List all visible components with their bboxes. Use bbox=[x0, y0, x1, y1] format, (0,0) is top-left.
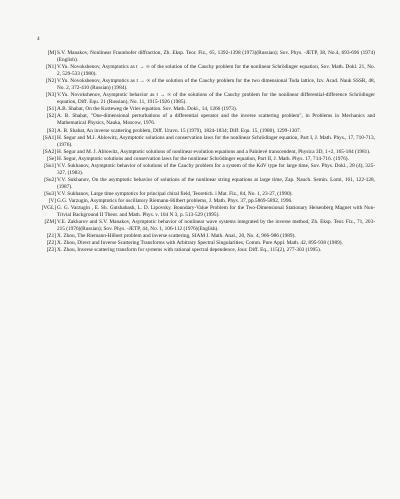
reference-text: S.V. Manakov, Nonlinear Fraunhofer diffraction, Zh. Eksp. Teor. Fiz., 65, 1392-1398 (1973)(Russian); Sov. Phys. -JETP, 38, No.4, 693-696 (1974)(English). bbox=[57, 50, 375, 64]
reference-label: [VGL] bbox=[41, 205, 56, 212]
page-number: 4 bbox=[37, 36, 40, 42]
reference-text: H. Segur, Asymptotic solutions and conservation laws for the nonlinear Schrödinger equation, Part II, J. Math. Phys. 17, 714-716. (1976). bbox=[57, 155, 349, 162]
reference-label: [V] bbox=[48, 197, 56, 204]
reference-entry bbox=[35, 205, 375, 219]
reference-text: X. Zhou, Direct and Inverse Scattering Transforms with Arbitrary Spectral Singularities, Comm. Pure Appl. Math. 42, 895-938 (1989). bbox=[57, 240, 343, 247]
reference-entry bbox=[35, 219, 375, 233]
reference-label: [SA1] bbox=[43, 134, 56, 141]
reference-entry bbox=[35, 163, 375, 177]
reference-text: X. Zhou, Inverse scattering transform for systems with rational spectral dependence, Jour. Diff. Eq., 115(2), 277-303 (1995). bbox=[57, 247, 322, 254]
reference-text: H. Segur and M. J. Ablowitz, Asymptotic solutions of nonlinear evolution equations and a Painlevé transcendent, Physica 3D, 1+2, 165-184 (1981). bbox=[57, 148, 371, 155]
reference-entry bbox=[35, 191, 375, 198]
reference-text: G.G. Varzugin, Asymptotics for oscillatory Riemann-Hilbert problems, J. Math. Phys. 37, pp.5869-5892, 1996. bbox=[57, 197, 293, 204]
reference-label: [Z1] bbox=[46, 233, 56, 240]
reference-label: [M] bbox=[47, 50, 56, 56]
reference-text: A. B. Shabat, An inverse scattering problem, Diff. Uravn. 15 (1979), 1824-1834; Diff. Equ. 15, (1980), 1299-1307. bbox=[57, 127, 302, 134]
reference-entry bbox=[35, 113, 375, 127]
reference-text: A. B. Shabat, "One-dimensional perturbations of a differential operator and the inverse scattering problem", in Problems in Mechanics and Mathematical Physics, Nauka, Moscow, 1976. bbox=[57, 113, 375, 127]
reference-label: [S2] bbox=[46, 113, 56, 120]
reference-entry bbox=[35, 50, 375, 64]
reference-label: [N3] bbox=[45, 92, 56, 99]
reference-label: [Z2] bbox=[46, 240, 56, 247]
reference-entry bbox=[35, 128, 375, 135]
reference-entry bbox=[35, 78, 375, 92]
reference-label: [S1] bbox=[46, 106, 56, 113]
reference-label: [Se] bbox=[47, 155, 56, 162]
reference-text: V.Yu. Novokshenov, Asymptotics as t → ∞ of the solution of the Cauchy problem for the two dimensional Toda lattice, Izv. Acad. Nauk SSSR, 48, No. 2, 372-410 (Russian) (1984). bbox=[57, 78, 375, 92]
reference-text: V.Yu. Novokshenov, Asymptotics as t → ∞ of the solution of the Cauchy problem for the nonlinear Schrödinger equation, Sov. Math. Dokl. 21, No. 2, 529-533 (1980). bbox=[57, 64, 375, 78]
reference-label: [N1] bbox=[45, 64, 56, 71]
reference-label: [N2] bbox=[45, 78, 56, 85]
reference-entry bbox=[35, 177, 375, 191]
reference-text: V.V. Sukhanov, Large time symptotics for principal chiral field, Teoretich. i Mat. Fiz., 84, No. 1, 23-27, (1990). bbox=[57, 190, 293, 197]
reference-entry bbox=[35, 135, 375, 149]
reference-label: [Su2] bbox=[44, 176, 56, 183]
reference-text: A.B. Shabat, On the Korteweg de Vries equation. Sov. Math. Dokl., 14, 1266 (1973). bbox=[57, 106, 238, 113]
reference-entry bbox=[35, 92, 375, 106]
reference-text: G. G. Varzugin , E. Sh. Gutshabash, L. D. Lipovsky. Boundary-Value Problem for the Two-Dimensional Stationary Heisenberg Magnet with Non-Trivial Background II Theor. and Math. Phys. v. 104 N 3, p. 513-529 (1995). bbox=[57, 205, 375, 219]
reference-text: V.V. Sukhanov, Asymptotic behavior of solutions of the Cauchy problem for a system of the KdV type for large time, Sov. Phys. Dokl., 28 (4), 325-327, (1983). bbox=[57, 162, 375, 176]
reference-label: [Z3] bbox=[46, 247, 56, 254]
reference-entry bbox=[35, 198, 375, 205]
reference-entry bbox=[35, 247, 375, 254]
reference-label: [ZM] bbox=[44, 219, 56, 226]
reference-text: H. Segur and M.J. Ablowitz, Asymptotic solutions and conservation laws for the nonlinear Schrödinger equation, Part I, J. Math. Phys., 17, 710-713, (1976). bbox=[57, 134, 375, 148]
reference-entry bbox=[35, 149, 375, 156]
reference-label: [Su1] bbox=[44, 162, 56, 169]
reference-text: V.E. Zakharov and S.V. Manakov, Asymptotic behavior of nonlinear wave systems integrated by the inverse method, Zh. Eksp. Teor. Fiz., 71, 203-215 (1976)(Russian); Sov. Phys. -JETP, 44, No. 1, 106-112 (1976)(English). bbox=[57, 219, 375, 233]
reference-entry bbox=[35, 64, 375, 78]
reference-text: V.V. Sukhanov, On the asymptotic behavior of solutions of the nonlinear string equations at large time, Zap. Nauch. Semin. Lomi, 161, 122-128, (1987). bbox=[57, 176, 375, 190]
reference-list bbox=[35, 50, 375, 254]
reference-label: [S3] bbox=[46, 127, 56, 134]
reference-label: [SA2] bbox=[43, 148, 56, 155]
reference-entry bbox=[35, 156, 375, 163]
reference-label: [Su3] bbox=[44, 190, 56, 197]
reference-text: X. Zhou, The Riemann-Hilbert problem and inverse scattering, SIAM J. Math. Anal., 20, No. 4, 966-986 (1989). bbox=[57, 233, 296, 240]
reference-text: V.Yu. Novokshenov, Asymptotic behavior as t → ∞ of the solutions of the Cauchy problem for the nonlinear differential-difference Schrödinger equation, Diff. Equ. 21 (Russian), No. 11, 1915-1926 (1985). bbox=[57, 92, 375, 106]
